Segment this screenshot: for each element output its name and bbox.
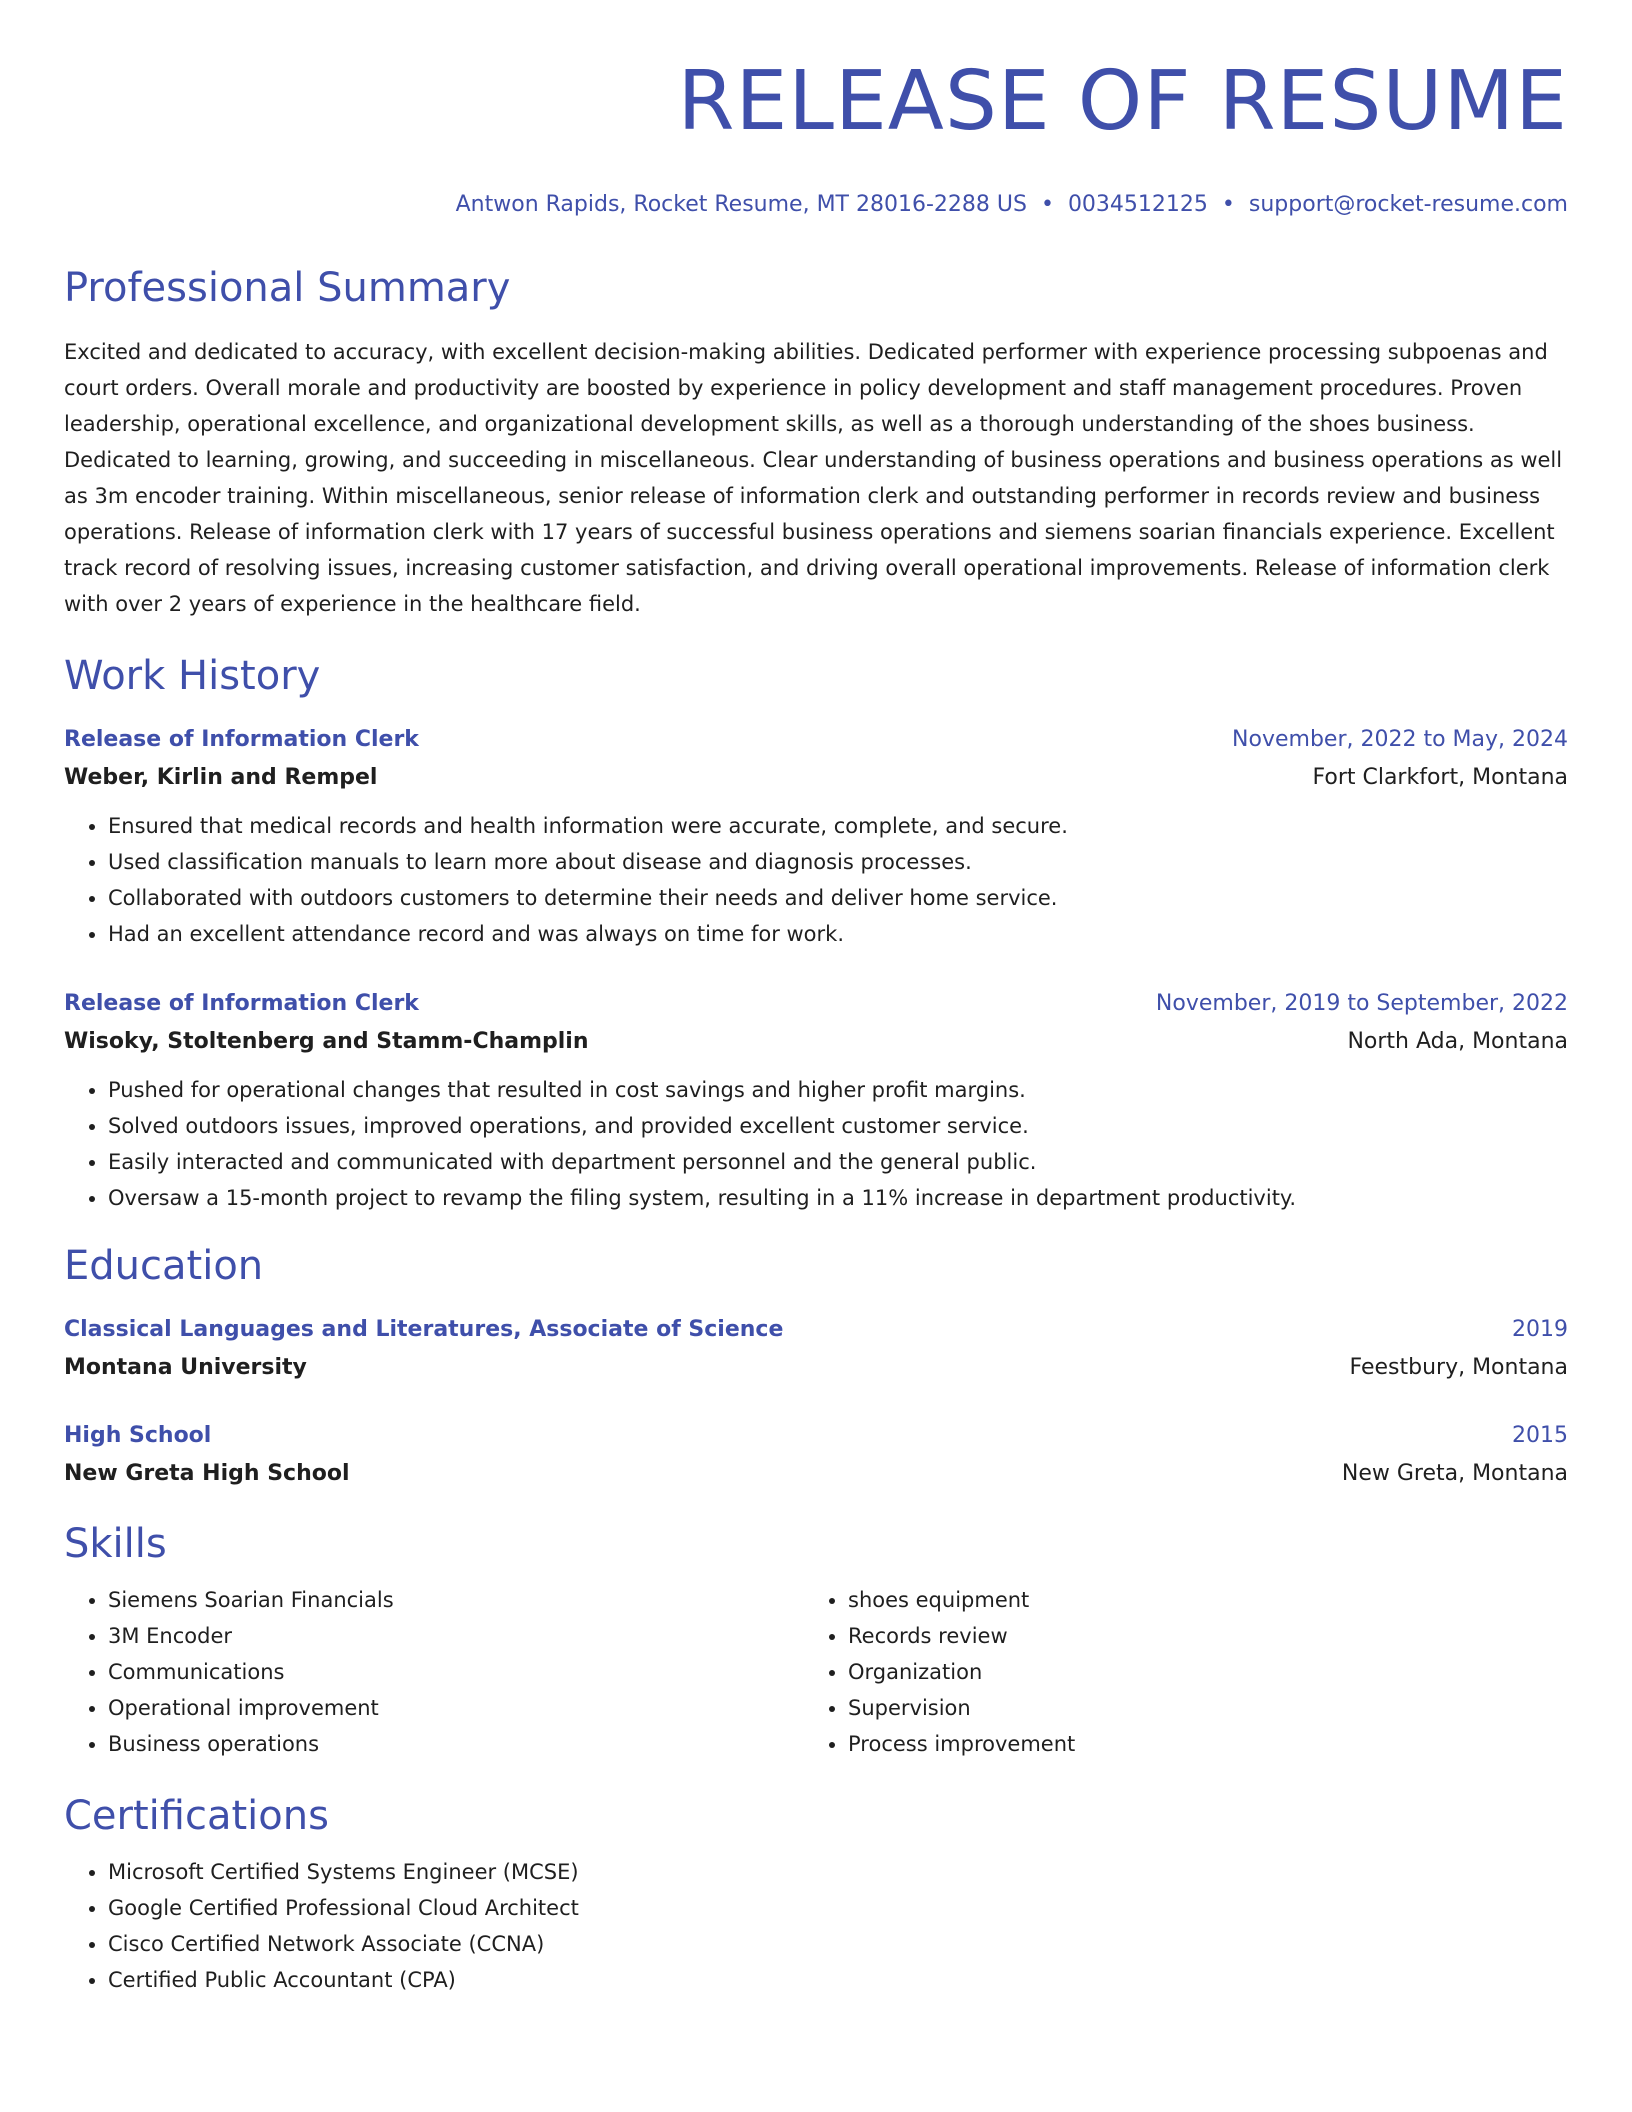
skill-item: • 3M Encoder [108,1618,804,1654]
certification-item: • Microsoft Certified Systems Engineer (MCSE) [108,1854,1568,1890]
job-company: Wisoky, Stoltenberg and Stamm-Champlin [64,1029,589,1054]
contact-address: Antwon Rapids, Rocket Resume, MT 28016-2288 US [455,192,1027,217]
certifications-list [64,1854,1568,1998]
contact-phone: 0034512125 [1067,192,1208,217]
job-bullet: • Solved outdoors issues, improved operations, and provided excellent customer service. [108,1108,1568,1144]
job-dates: November, 2019 to September, 2022 [1155,991,1568,1016]
job-bullet: • Oversaw a 15-month project to revamp the filing system, resulting in a 11% increase in department productivity. [108,1180,1568,1216]
education-location: New Greta, Montana [1341,1461,1568,1486]
contact-email: support@rocket-resume.com [1248,192,1568,217]
certification-item: • Google Certified Professional Cloud Architect [108,1890,1568,1926]
education-location: Feestbury, Montana [1349,1355,1568,1380]
job-entry [64,722,1568,952]
section-title-summary: Professional Summary [64,265,511,311]
skill-item: • Process improvement [848,1726,1544,1762]
skills-bullets [64,1582,804,1762]
job-header-row [64,722,1568,758]
skill-item: • Records review [848,1618,1544,1654]
section-title-work-history: Work History [64,653,321,699]
job-bullet: • Pushed for operational changes that resulted in cost savings and higher profit margins. [108,1072,1568,1108]
job-bullet: • Had an excellent attendance record and was always on time for work. [108,916,1568,952]
resume-name: RELEASE OF RESUME [677,54,1568,149]
job-company: Weber, Kirlin and Rempel [64,765,378,790]
education-school-row [64,1348,1568,1388]
job-entry [64,986,1568,1216]
skill-item: • Supervision [848,1690,1544,1726]
job-bullets [64,1072,1568,1216]
section-title-skills: Skills [64,1521,167,1567]
job-role: Release of Information Clerk [64,727,419,752]
skill-item: • Organization [848,1654,1544,1690]
job-location: North Ada, Montana [1347,1029,1568,1054]
summary-text: Excited and dedicated to accuracy, with excellent decision-making abilities. Dedicated performer with experience processing subpoenas and court orders. Overall morale and productivity are boosted by experience in policy development and staff management procedures. Proven leadership, operational excellence, and organizational development skills, as well as a thorough understanding of the shoes business. Dedicated to learning, growing, and succeeding in miscellaneous. Clear understanding of business operations and business operations as well as 3m encoder training. Within miscellaneous, senior release of information clerk and outstanding performer in records review and business operations. Release of information clerk with 17 years of successful business operations and siemens soarian financials experience. Excellent track record of resolving issues, increasing customer satisfaction, and driving overall operational improvements. Release of information clerk with over 2 years of experience in the healthcare field. [64,340,1563,616]
education-school: New Greta High School [64,1461,350,1486]
job-role: Release of Information Clerk [64,991,419,1016]
section-title-education: Education [64,1243,264,1289]
job-bullet: • Easily interacted and communicated with department personnel and the general public. [108,1144,1568,1180]
education-degree: High School [64,1423,212,1448]
contact-separator: • [1221,192,1235,217]
contact-line [64,190,1568,220]
job-bullet: • Ensured that medical records and health information were accurate, complete, and secure. [108,808,1568,844]
skill-item: • Siemens Soarian Financials [108,1582,804,1618]
education-degree: Classical Languages and Literatures, Associate of Science [64,1317,784,1342]
skill-item: • shoes equipment [848,1582,1544,1618]
resume-header [64,0,1568,220]
skills-bullets [804,1582,1544,1762]
education-year: 2019 [1512,1317,1568,1342]
job-location: Fort Clarkfort, Montana [1312,765,1568,790]
skills-column-right [804,1582,1544,1762]
skill-item: • Operational improvement [108,1690,804,1726]
job-company-row [64,1022,1568,1062]
education-entry [64,1418,1568,1494]
job-bullets [64,808,1568,952]
certification-item: • Certified Public Accountant (CPA) [108,1962,1568,1998]
education-header-row [64,1418,1568,1454]
job-bullet: • Collaborated with outdoors customers to determine their needs and deliver home service. [108,880,1568,916]
section-title-certifications: Certifications [64,1793,329,1839]
education-school: Montana University [64,1355,307,1380]
job-dates: November, 2022 to May, 2024 [1232,727,1568,752]
certification-item: • Cisco Certified Network Associate (CCNA) [108,1926,1568,1962]
job-bullet: • Used classification manuals to learn more about disease and diagnosis processes. [108,844,1568,880]
education-header-row [64,1312,1568,1348]
skill-item: • Communications [108,1654,804,1690]
skill-item: • Business operations [108,1726,804,1762]
skills-column-left [64,1582,804,1762]
education-school-row [64,1454,1568,1494]
contact-separator: • [1040,192,1054,217]
education-year: 2015 [1512,1423,1568,1448]
skills-list [64,1582,1568,1762]
job-header-row [64,986,1568,1022]
job-company-row [64,758,1568,798]
education-entry [64,1312,1568,1388]
